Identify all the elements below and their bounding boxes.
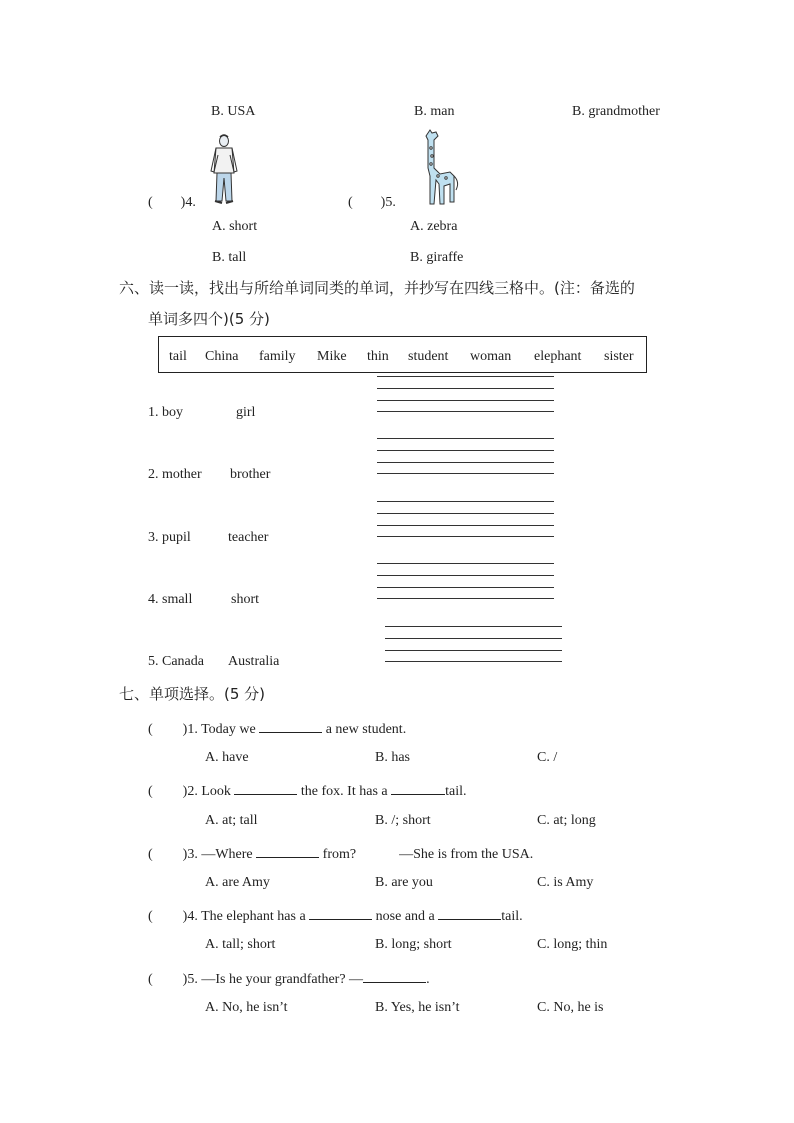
answer-paren[interactable]: ( — [148, 847, 153, 862]
four-line-grid-3[interactable] — [377, 501, 554, 537]
word-bank-item: student — [408, 349, 449, 364]
option-q1-b: B. USA — [211, 104, 256, 119]
s6-item-1-word: 1. boy — [148, 405, 183, 420]
s7-q3: ( )3. —Where from? —She is from the USA. — [148, 847, 534, 862]
option-q2-b: B. man — [414, 104, 455, 119]
answer-blank[interactable] — [259, 720, 322, 733]
answer-paren[interactable]: ( — [148, 972, 153, 987]
four-line-grid-5[interactable] — [385, 626, 562, 662]
s6-item-4-word: 4. small — [148, 592, 193, 607]
s7-q3-opt-c: C. is Amy — [537, 875, 594, 890]
word-bank-item: sister — [604, 349, 634, 364]
answer-blank[interactable] — [256, 845, 319, 858]
word-bank-item: Mike — [317, 349, 347, 364]
option-q5-a: A. zebra — [410, 219, 458, 234]
s7-q1-opt-c: C. / — [537, 750, 558, 765]
s7-q1-opt-a: A. have — [205, 750, 249, 765]
four-line-grid-1[interactable] — [377, 376, 554, 412]
word-bank-item: China — [205, 349, 239, 364]
four-line-grid-2[interactable] — [377, 438, 554, 474]
section6-title-line2: 单词多四个)(5 分) — [148, 310, 270, 328]
paren-q4[interactable]: ( )4. — [148, 195, 196, 210]
s6-item-4-word2: short — [231, 592, 259, 607]
section7-title: 七、单项选择。(5 分) — [119, 685, 266, 703]
answer-paren[interactable]: ( — [148, 909, 153, 924]
answer-blank[interactable] — [363, 970, 426, 983]
s6-item-3-word2: teacher — [228, 530, 269, 545]
s7-q3-opt-b: B. are you — [375, 875, 433, 890]
s7-q1: ( )1. Today we a new student. — [148, 722, 407, 737]
s7-q3-opt-a: A. are Amy — [205, 875, 270, 890]
section6-title: 六、读一读，找出与所给单词同类的单词，并抄写在四线三格中。(注：备选的 — [119, 279, 635, 297]
s7-q4-opt-c: C. long; thin — [537, 937, 608, 952]
s7-q5-opt-b: B. Yes, he isn’t — [375, 1000, 460, 1015]
word-bank-item: woman — [470, 349, 512, 364]
answer-paren[interactable]: ( — [148, 722, 153, 737]
word-bank — [158, 336, 647, 373]
s6-item-2-word: 2. mother — [148, 467, 202, 482]
four-line-grid-4[interactable] — [377, 563, 554, 599]
option-q3-b: B. grandmother — [572, 104, 660, 119]
s6-item-5-word2: Australia — [228, 654, 280, 669]
answer-blank[interactable] — [391, 782, 445, 795]
s7-q4-opt-b: B. long; short — [375, 937, 452, 952]
giraffe-icon — [420, 128, 462, 208]
s6-item-2-word2: brother — [230, 467, 271, 482]
paren-q5[interactable]: ( )5. — [348, 195, 396, 210]
s7-q2: ( )2. Look the fox. It has a tail. — [148, 784, 467, 799]
word-bank-item: thin — [367, 349, 389, 364]
s7-q2-opt-c: C. at; long — [537, 813, 596, 828]
s7-q5-opt-a: A. No, he isn’t — [205, 1000, 288, 1015]
option-q4-a: A. short — [212, 219, 258, 234]
s7-q5-opt-c: C. No, he is — [537, 1000, 604, 1015]
s7-q2-opt-b: B. /; short — [375, 813, 431, 828]
option-q4-b: B. tall — [212, 250, 247, 265]
s6-item-5-word: 5. Canada — [148, 654, 204, 669]
word-bank-item: tail — [169, 349, 187, 364]
s6-item-1-word2: girl — [236, 405, 256, 420]
s7-q2-opt-a: A. at; tall — [205, 813, 258, 828]
s7-q5: ( )5. —Is he your grandfather? — . — [148, 972, 430, 987]
answer-paren[interactable]: ( — [148, 784, 153, 799]
word-bank-item: elephant — [534, 349, 582, 364]
answer-blank[interactable] — [309, 907, 372, 920]
s6-item-3-word: 3. pupil — [148, 530, 191, 545]
s7-q4-opt-a: A. tall; short — [205, 937, 276, 952]
answer-blank[interactable] — [438, 907, 501, 920]
man-icon — [205, 133, 243, 208]
answer-blank[interactable] — [234, 782, 297, 795]
option-q5-b: B. giraffe — [410, 250, 464, 265]
s7-q4: ( )4. The elephant has a nose and a tail. — [148, 909, 523, 924]
s7-q1-opt-b: B. has — [375, 750, 410, 765]
word-bank-item: family — [259, 349, 296, 364]
